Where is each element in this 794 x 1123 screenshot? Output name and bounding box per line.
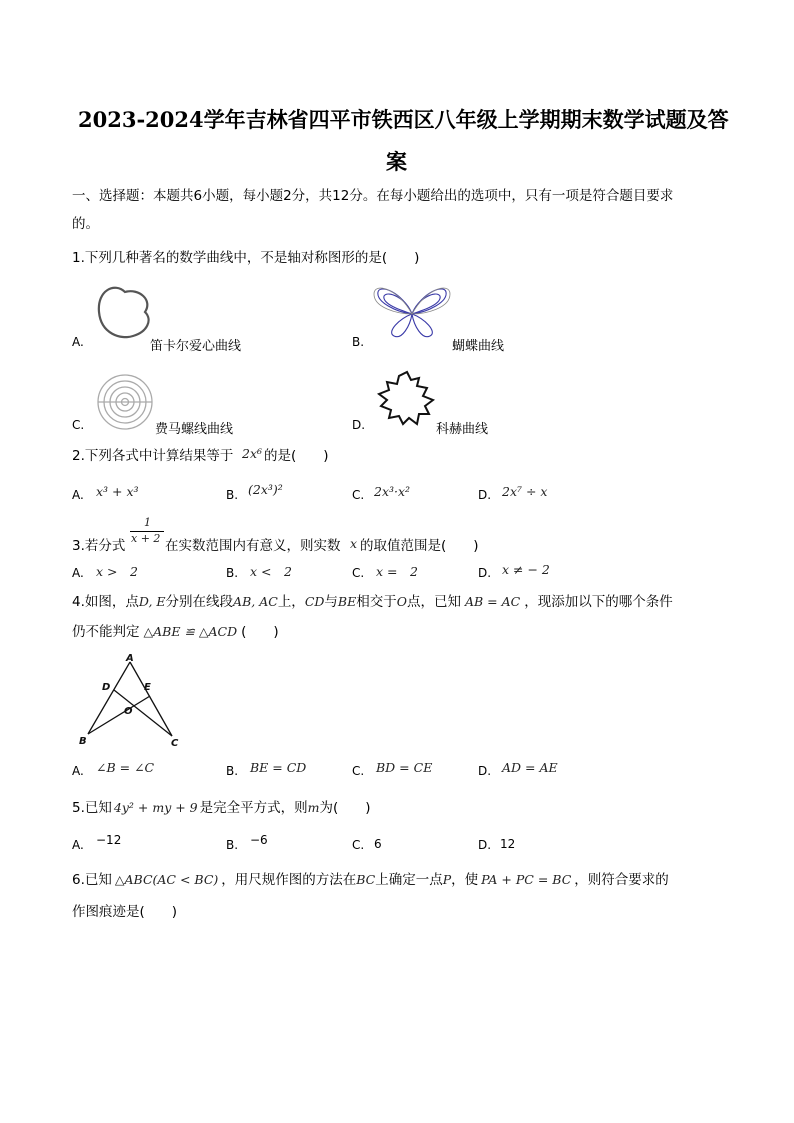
q6-stem-middle: ，用尺规作图的方法在 (221, 872, 357, 888)
q4-points-de: D, E (138, 594, 166, 609)
q3-fraction-denominator: x + 2 (131, 532, 161, 545)
q3-fraction-numerator: 1 (144, 516, 151, 529)
q5-stem-suffix: 为( ) (319, 800, 371, 816)
q5-option-d-value: 12 (500, 837, 516, 851)
q3-stem-suffix: 的取值范围是( ) (360, 538, 479, 554)
q4-o: O (396, 594, 407, 609)
q3-option-d-expression: x ≠ − 2 (502, 562, 550, 577)
q4-stem-line1 (72, 592, 673, 612)
q3-option-d-letter: D. (478, 566, 492, 580)
q5-option-b-letter: B. (226, 838, 239, 852)
q2-option-b-expression: (2x³)² (248, 482, 283, 497)
q5-stem-middle: 是完全平方式，则 (199, 800, 308, 816)
q6-stem-prefix: 6.已知 (72, 872, 112, 888)
q4-text-7: ，现添加以下的哪个条件 (524, 594, 673, 610)
q4-given-equation: AB = AC (464, 594, 521, 609)
q6-point-p: P (442, 872, 452, 887)
q6-segment-bc: BC (356, 872, 376, 887)
q3-stem-prefix: 3.若分式 (72, 538, 126, 554)
q2-stem-expression: 2x⁶ (242, 446, 263, 461)
page-title-line1: 2023-2024学年吉林省四平市铁西区八年级上学期期末数学试题及答 (78, 107, 729, 132)
q4-option-a-letter: A. (72, 764, 84, 778)
q4-be: BE (337, 594, 357, 609)
q1-option-d-caption: 科赫曲线 (436, 422, 489, 437)
q5-option-a-value: −12 (96, 833, 122, 847)
q4-cd: CD (304, 594, 325, 609)
segment-be (88, 696, 150, 734)
q4-option-c-letter: C. (352, 764, 365, 778)
q2-stem-suffix: 的是( ) (264, 448, 329, 464)
q2-option-b-letter: B. (226, 488, 239, 502)
q4-text-9: ( ) (241, 624, 279, 640)
q4-triangle-figure (72, 652, 192, 748)
q1-option-c-caption: 费马螺线曲线 (155, 422, 234, 437)
q5-option-b-value: −6 (250, 833, 268, 847)
q6-triangle-condition: △ABC(AC < BC) (114, 872, 219, 887)
q1-option-a-caption: 笛卡尔爱心曲线 (150, 339, 242, 354)
q5-expression: 4y² + my + 9 (113, 800, 198, 815)
label-e: E (144, 682, 151, 693)
q4-option-d-expression: AD = AE (502, 760, 558, 775)
q4-text-5: 相交于 (356, 594, 397, 610)
q4-text-2: 分别在线段 (165, 594, 234, 610)
label-d: D (102, 682, 111, 693)
butterfly-curve-image (372, 282, 452, 342)
segment-ac (130, 662, 172, 736)
q4-option-b-letter: B. (226, 764, 239, 778)
q4-option-b-expression: BE = CD (250, 760, 307, 775)
cardioid-curve-image (95, 286, 155, 342)
q2-option-c-letter: C. (352, 488, 365, 502)
q2-option-d-expression: 2x⁷ ÷ x (502, 484, 548, 499)
q4-text-4: 与 (324, 594, 338, 610)
fermat-spiral-image (95, 372, 155, 432)
page-title-line2: 案 (386, 149, 407, 174)
q5-option-c-letter: C. (352, 838, 365, 852)
q3-option-b-expression: x < 2 (250, 564, 292, 579)
q6-stem-middle3: ，使 (451, 872, 479, 888)
q4-option-c-expression: BD = CE (376, 760, 433, 775)
q1-option-a-letter: A. (72, 335, 84, 349)
q3-option-b-letter: B. (226, 566, 239, 580)
section-instruction-line2: 的。 (72, 216, 99, 232)
q2-option-a-letter: A. (72, 488, 84, 502)
q4-option-d-letter: D. (478, 764, 492, 778)
q3-stem-variable: x (350, 536, 358, 551)
q3-option-c-letter: C. (352, 566, 365, 580)
label-o: O (124, 706, 133, 717)
q3-option-c-expression: x = 2 (376, 564, 418, 579)
q6-stem-middle2: 上确定一点 (375, 872, 443, 888)
q1-option-d-letter: D. (352, 418, 366, 432)
q6-stem-line2: 作图痕迹是( ) (72, 904, 178, 920)
q4-stem-line2 (72, 622, 279, 642)
q4-option-a-expression: ∠B = ∠C (96, 760, 155, 775)
q5-option-a-letter: A. (72, 838, 84, 852)
q1-option-b-letter: B. (352, 335, 365, 349)
label-c: C (171, 738, 179, 749)
q3-stem-middle: 在实数范围内有意义，则实数 (165, 538, 341, 554)
q2-option-a-expression: x³ + x³ (96, 484, 139, 499)
q6-equation: PA + PC = BC (481, 872, 572, 887)
q4-text-6: 点，已知 (406, 594, 461, 610)
koch-curve-image (375, 368, 439, 428)
q5-option-c-value: 6 (374, 837, 382, 851)
q4-text-8: 仍不能判定 (72, 624, 140, 640)
q2-stem-prefix: 2.下列各式中计算结果等于 (72, 448, 234, 464)
q2-option-c-expression: 2x³·x² (374, 484, 411, 499)
q4-congruence: △ABE ≌ △ACD (143, 624, 238, 639)
q1-option-b-caption: 蝴蝶曲线 (452, 339, 505, 354)
q4-text-3: 上， (277, 594, 305, 610)
q4-text-1: 4.如图，点 (72, 594, 139, 610)
q5-variable: m (307, 800, 320, 815)
q1-stem: 1.下列几种著名的数学曲线中，不是轴对称图形的是( ) (72, 250, 420, 266)
section-instruction-line1: 一、选择题：本题共6小题，每小题2分，共12分。在每小题给出的选项中，只有一项是符合题目要求 (72, 188, 674, 204)
q5-stem-prefix: 5.已知 (72, 800, 112, 816)
q1-option-c-letter: C. (72, 418, 85, 432)
q3-option-a-expression: x > 2 (96, 564, 138, 579)
label-b: B (79, 736, 87, 747)
q2-option-d-letter: D. (478, 488, 492, 502)
label-a: A (126, 653, 134, 664)
q6-stem-suffix: ，则符合要求的 (574, 872, 669, 888)
q3-option-a-letter: A. (72, 566, 84, 580)
q5-option-d-letter: D. (478, 838, 492, 852)
q4-segments: AB, AC (233, 594, 278, 609)
